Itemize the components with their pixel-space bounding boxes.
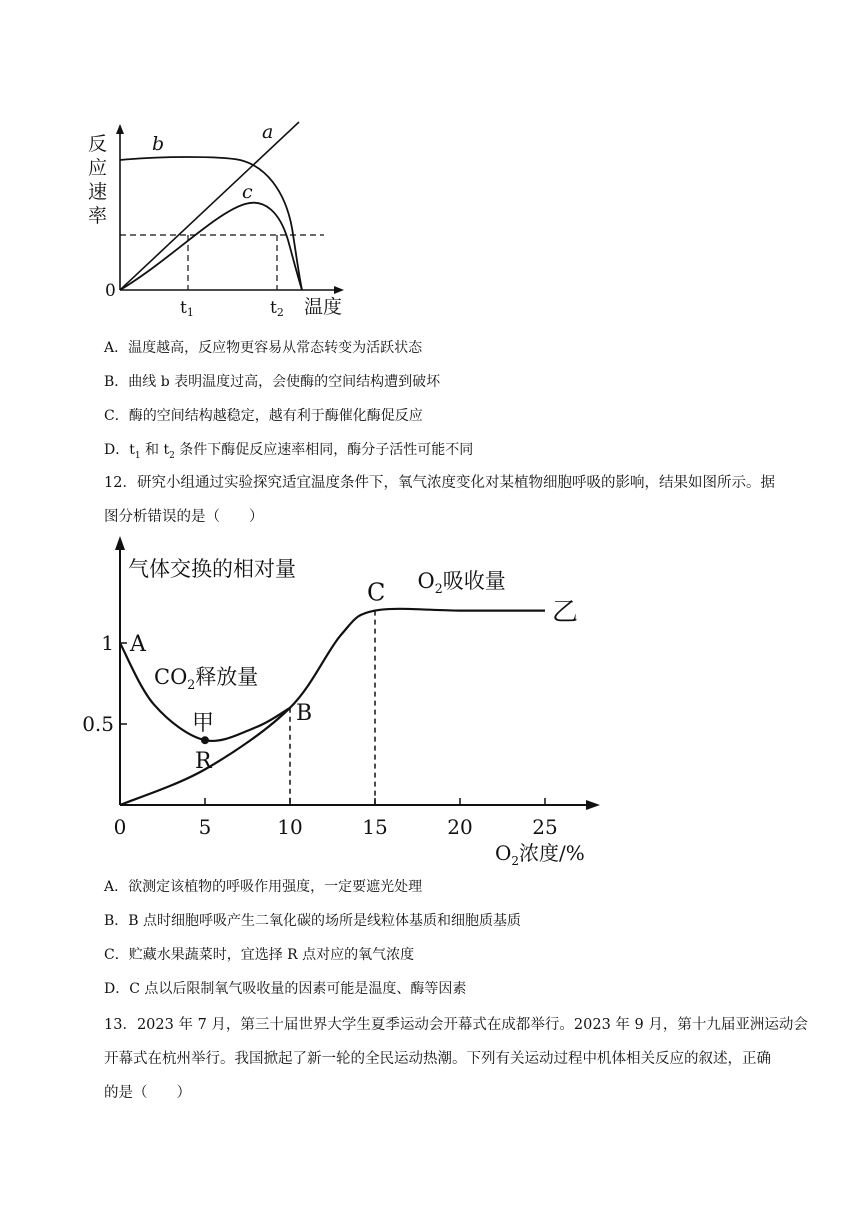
q13-line-1: 13．2023 年 7 月，第三十届世界大学生夏季运动会开幕式在成都举行。2023 年 9 月，第十九届亚洲运动会 — [104, 1017, 808, 1033]
x-tick-label: 10 — [277, 815, 303, 839]
x-axis-arrow — [586, 800, 600, 810]
x-label: 温度 — [304, 296, 343, 318]
x-tick-label: 0 — [113, 815, 127, 839]
y-label-char: 反 — [88, 133, 108, 155]
q13-line-2: 开幕式在杭州举行。我国掀起了新一轮的全民运动热潮。下列有关运动过程中机体相关反应的叙述，正确 — [104, 1051, 771, 1067]
o2-uptake-curve — [120, 609, 545, 805]
x-axis-arrow — [334, 286, 344, 294]
question-12 — [104, 466, 784, 534]
d-sub-1: 1 — [134, 450, 141, 461]
enzyme-rate-chart — [80, 118, 360, 323]
d-text-3: 条件下酶促反应速率相同，酶分子活性可能不同 — [174, 442, 474, 458]
q11-option-c: C．酶的空间结构越稳定，越有利于酶催化酶促反应 — [104, 408, 423, 424]
y-tick-label: 1 — [101, 631, 114, 655]
q12-option-d: D．C 点以后限制氧气吸收量的因素可能是温度、酶等因素 — [104, 981, 467, 997]
y-label-char: 率 — [88, 205, 108, 227]
y-label-char: 应 — [88, 157, 108, 179]
y-tick-label: 0.5 — [82, 712, 114, 736]
label-yi: 乙 — [552, 597, 579, 628]
question-13 — [104, 1008, 808, 1110]
origin-label: 0 — [105, 281, 116, 301]
q12-line-1: 12．研究小组通过实验探究适宜温度条件下，氧气浓度变化对某植物细胞呼吸的影响，结果如图所示。据 — [104, 475, 775, 491]
tick-t2: t2 — [270, 298, 284, 319]
x-tick-label: 15 — [362, 815, 388, 839]
point-b-label: B — [296, 700, 313, 726]
label-b: b — [152, 133, 165, 155]
point-c-label: C — [367, 578, 386, 607]
d-text-2: 和 t — [140, 442, 170, 458]
co2-release-label: $CO_2$释放量 — [154, 665, 259, 692]
d-sub-2: 2 — [169, 450, 175, 461]
q13-line-3: 的是（ ） — [104, 1085, 191, 1101]
q12-option-b: B．B 点时细胞呼吸产生二氧化碳的场所是线粒体基质和细胞质基质 — [104, 913, 522, 929]
label-a: a — [262, 121, 274, 143]
point-a-label: A — [130, 632, 146, 657]
point-r-dot — [201, 736, 209, 744]
q11-option-b: B．曲线 b 表明温度过高，会使酶的空间结构遭到破坏 — [104, 374, 441, 390]
q12-option-c: C．贮藏水果蔬菜时，宜选择 R 点对应的氧气浓度 — [104, 947, 415, 963]
x-tick-label: 20 — [447, 815, 473, 839]
label-jia: 甲 — [192, 711, 215, 737]
d-text-1: D．t — [104, 442, 135, 458]
q11-option-a: A．温度越高，反应物更容易从常态转变为活跃状态 — [104, 340, 423, 356]
y-label-char: 速 — [88, 181, 108, 203]
o2-uptake-label: $O_2$吸收量 — [417, 569, 506, 596]
label-c: c — [242, 181, 253, 203]
respiration-chart — [82, 532, 610, 868]
chart2-x-label: $O_2$浓度/% — [495, 841, 585, 868]
q11-option-d — [104, 440, 473, 466]
y-axis-arrow — [116, 124, 124, 134]
tick-t1: t1 — [180, 298, 194, 319]
q12-line-2: 图分析错误的是（ ） — [104, 509, 264, 525]
x-tick-label: 5 — [198, 815, 212, 839]
x-tick-label: 25 — [532, 815, 558, 839]
q12-option-a: A．欲测定该植物的呼吸作用强度，一定要遮光处理 — [104, 879, 423, 895]
chart2-y-label: 气体交换的相对量 — [128, 557, 296, 581]
y-axis-arrow — [115, 536, 125, 550]
line-a — [120, 122, 299, 290]
point-r-label: R — [195, 749, 212, 775]
curve-c — [120, 203, 302, 290]
